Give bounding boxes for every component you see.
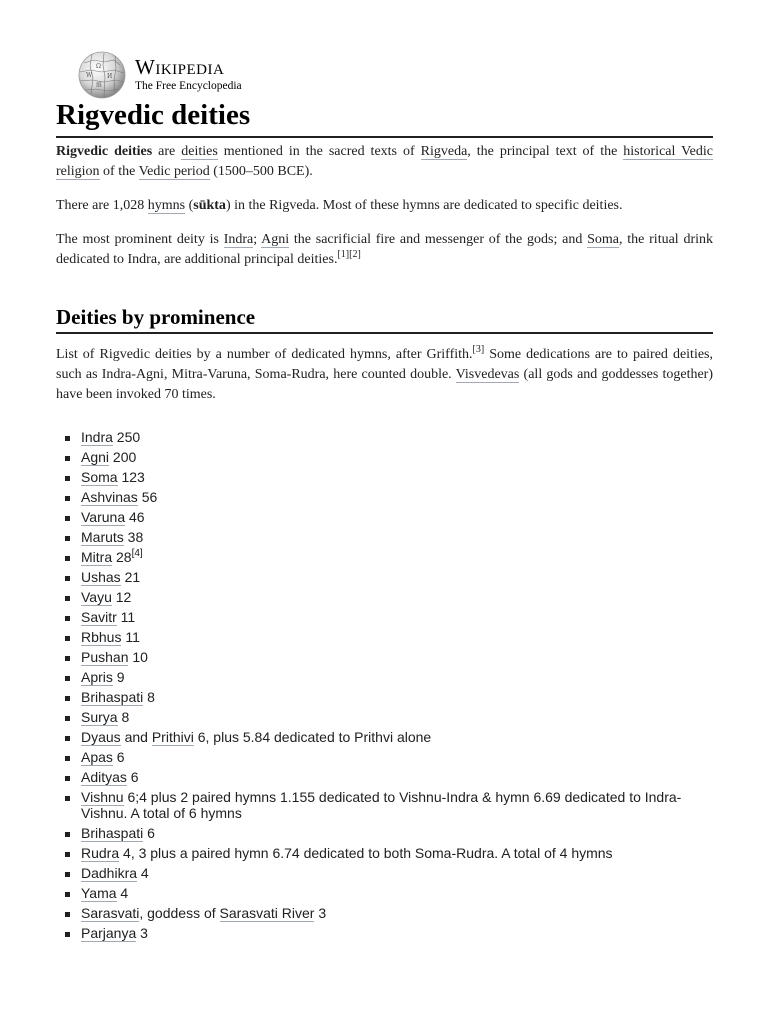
intro-text: , the principal text of the [467, 144, 624, 159]
list-item [62, 669, 712, 685]
deity-link[interactable]: Sarasvati River [219, 905, 315, 921]
deity-link[interactable]: Indra [81, 429, 113, 445]
deity-link[interactable]: Yama [81, 885, 117, 901]
deity-hymn-count: 3 [314, 905, 327, 921]
deity-hymn-count: 4 [137, 865, 149, 881]
list-item [62, 825, 712, 841]
list-item [62, 845, 712, 861]
section-intro-paragraph [56, 345, 713, 405]
intro-text: are [152, 144, 182, 159]
list-item [62, 489, 712, 505]
deity-link[interactable]: Apas [81, 749, 113, 765]
para-text: Some dedications are to paired deities, such as Indra-Agni, Mitra-Varuna, Soma-Rudra, here counted double. [56, 347, 713, 382]
deity-hymn-count: 6 [112, 749, 125, 765]
deity-link[interactable]: Prithivi [151, 729, 194, 745]
deity-hymn-count: 4 [116, 885, 129, 901]
deity-hymn-count: 46 [125, 509, 145, 525]
deity-hymn-count: 3 [136, 925, 148, 941]
list-item [62, 609, 712, 625]
deity-hymn-count: 11 [116, 609, 136, 625]
list-item [62, 629, 712, 645]
link-visvedevas[interactable]: Visvedevas [455, 367, 520, 382]
para-text: There are 1,028 [56, 198, 148, 213]
deity-link[interactable]: Savitr [81, 609, 117, 625]
link-indra[interactable]: Indra [223, 232, 254, 247]
deity-link[interactable]: Parjanya [81, 925, 137, 941]
deity-link[interactable]: Brihaspati [81, 689, 144, 705]
wikipedia-wordmark[interactable] [135, 55, 242, 93]
intro-text: of the [99, 164, 139, 179]
reference-3[interactable]: [3] [472, 344, 485, 355]
deity-hymn-count: 123 [117, 469, 145, 485]
deity-link[interactable]: Brihaspati [81, 825, 144, 841]
list-item [62, 449, 712, 465]
deity-hymn-count: and [120, 729, 152, 745]
list-item [62, 649, 712, 665]
article-subject: Rigvedic deities [56, 144, 153, 159]
para-text: List of Rigvedic deities by a number of dedicated hymns, after Griffith. [56, 347, 473, 362]
svg-text:Ω: Ω [96, 63, 101, 70]
link-historical-vedic-religion[interactable]: historical Vedic religion [56, 144, 713, 179]
deity-hymn-count: 28 [112, 549, 132, 565]
deity-link[interactable]: Surya [81, 709, 118, 725]
list-item [62, 709, 712, 725]
list-item [62, 925, 712, 941]
list-item [62, 689, 712, 705]
link-vedic-period[interactable]: Vedic period [138, 164, 210, 179]
deity-link[interactable]: Agni [81, 449, 110, 465]
deity-link[interactable]: Varuna [81, 509, 126, 525]
link-soma[interactable]: Soma [587, 232, 620, 247]
sukta-term: sūkta [193, 198, 226, 213]
para-text: , the ritual drink dedicated to Indra, are additional principal deities. [56, 232, 714, 267]
svg-text:И: И [107, 73, 113, 80]
reference-1-2[interactable]: [1][2] [337, 249, 361, 260]
list-item [62, 549, 712, 565]
reference[interactable]: [4] [131, 548, 143, 559]
deity-hymn-count: 6 [143, 825, 155, 841]
para-text: the sacrificial fire and messenger of the gods; and [289, 232, 588, 247]
list-item [62, 529, 712, 545]
deity-hymn-count: 21 [120, 569, 141, 585]
link-agni[interactable]: Agni [261, 232, 290, 247]
list-item [62, 749, 712, 765]
list-item [62, 885, 712, 901]
deity-hymn-count: 9 [112, 669, 125, 685]
link-rigveda[interactable]: Rigveda [420, 144, 468, 159]
wordmark-tagline: The Free Encyclopedia [135, 80, 242, 92]
hymns-paragraph [56, 196, 713, 216]
deity-hymn-count: 4, 3 plus a paired hymn 6.74 dedicated to both Soma-Rudra. A total of 4 hymns [119, 845, 613, 861]
deity-hymn-count: 200 [109, 449, 137, 465]
deity-link[interactable]: Dadhikra [81, 865, 138, 881]
deity-link[interactable]: Rudra [81, 845, 120, 861]
deity-hymn-count: , goddess of [139, 905, 220, 921]
deity-link[interactable]: Vishnu [81, 789, 124, 805]
deity-link[interactable]: Ashvinas [81, 489, 138, 505]
deity-hymn-count: 11 [121, 629, 140, 645]
deity-link[interactable]: Ushas [81, 569, 121, 585]
intro-text: mentioned in the sacred texts of [217, 144, 421, 159]
list-item [62, 589, 712, 605]
deity-link[interactable]: Adityas [81, 769, 127, 785]
deity-hymn-count: 56 [137, 489, 158, 505]
deity-list [62, 429, 712, 945]
link-hymns[interactable]: hymns [147, 198, 186, 213]
section-heading-deities-by-prominence: Deities by prominence [56, 302, 713, 334]
wikipedia-globe-icon[interactable] [74, 50, 130, 100]
deity-hymn-count: 6, plus 5.84 dedicated to Prithvi alone [193, 729, 432, 745]
deity-hymn-count: 6 [126, 769, 139, 785]
intro-text: (1500–500 BCE). [209, 164, 313, 179]
list-item [62, 905, 712, 921]
wordmark-title: Wikipedia [135, 55, 225, 79]
prominent-deities-paragraph [56, 230, 713, 270]
list-item [62, 429, 712, 445]
list-item [62, 569, 712, 585]
deity-hymn-count: 10 [128, 649, 148, 665]
deity-link[interactable]: Pushan [81, 649, 129, 665]
deity-hymn-count: 12 [111, 589, 132, 605]
deity-hymn-count: 6;4 plus 2 paired hymns 1.155 dedicated to Vishnu-Indra & hymn 6.69 dedicated to Indra-Vishnu. A total of 6 hymns [81, 789, 682, 821]
para-text: (all gods and goddesses together) have been invoked 70 times. [56, 367, 714, 402]
deity-link[interactable]: Vayu [81, 589, 112, 605]
deity-link[interactable]: Sarasvati [81, 905, 140, 921]
list-item [62, 789, 712, 821]
deity-link[interactable]: Mitra [81, 549, 113, 565]
para-text: ; [253, 232, 262, 247]
list-item [62, 469, 712, 485]
list-item [62, 729, 712, 745]
page-title: Rigvedic deities [56, 94, 713, 138]
deity-hymn-count: 8 [143, 689, 155, 705]
link-deities[interactable]: deities [181, 144, 218, 159]
deity-link[interactable]: Rbhus [81, 629, 122, 645]
svg-text:維: 維 [96, 82, 103, 89]
svg-text:W: W [86, 72, 93, 79]
deity-link[interactable]: Maruts [81, 529, 124, 545]
list-item [62, 509, 712, 525]
list-item [62, 769, 712, 785]
deity-link[interactable]: Soma [81, 469, 118, 485]
para-text: The most prominent deity is [56, 232, 224, 247]
deity-link[interactable]: Dyaus [81, 729, 121, 745]
deity-hymn-count: 8 [117, 709, 130, 725]
list-item [62, 865, 712, 881]
deity-hymn-count: 38 [123, 529, 144, 545]
para-text: ) in the Rigveda. Most of these hymns are dedicated to specific deities. [225, 198, 623, 213]
deity-hymn-count: 250 [112, 429, 141, 445]
deity-link[interactable]: Apris [81, 669, 113, 685]
intro-paragraph [56, 142, 713, 182]
para-text: ( [185, 198, 194, 213]
